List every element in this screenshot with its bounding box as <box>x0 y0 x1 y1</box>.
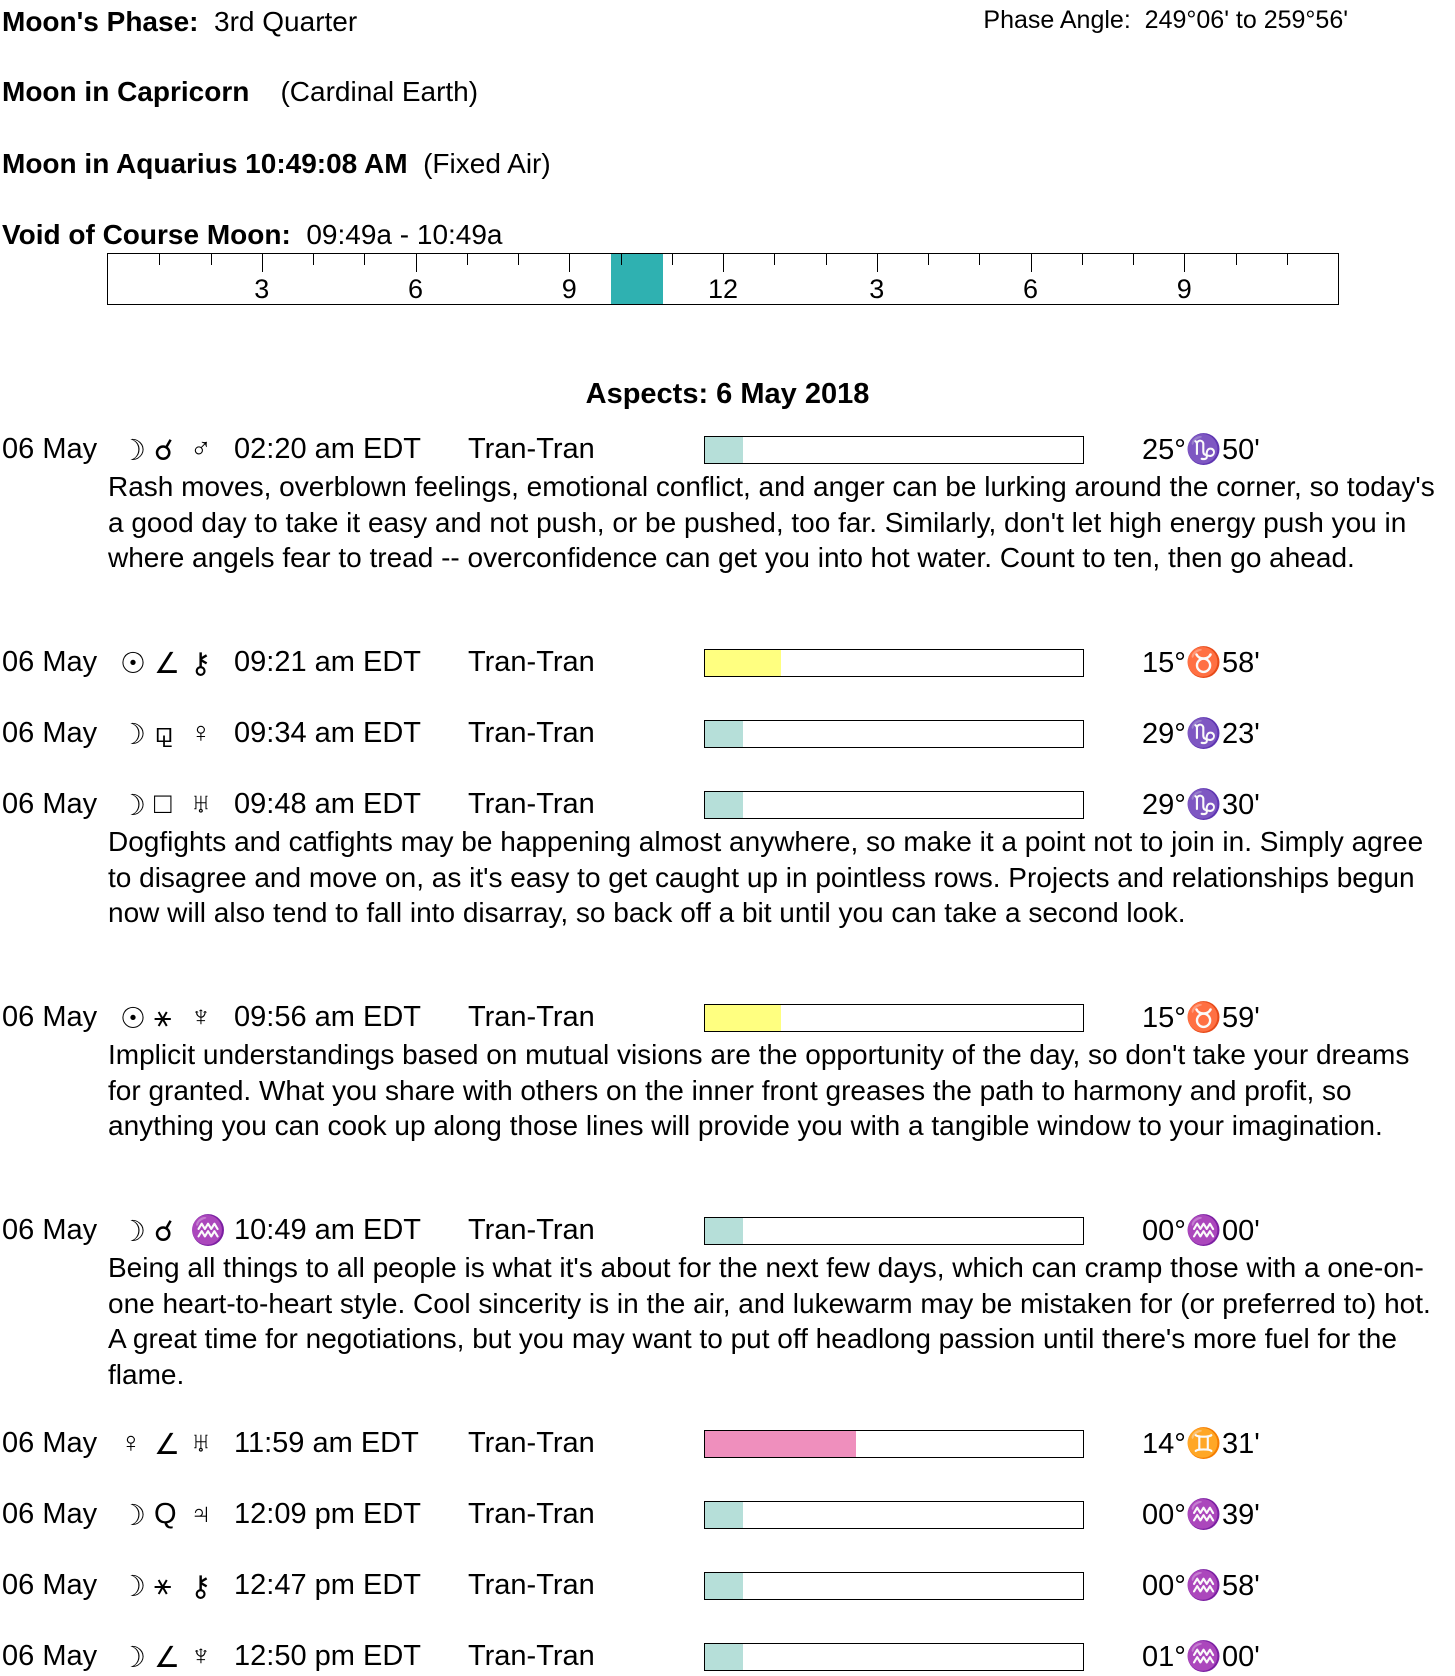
timeline-tick <box>1133 254 1134 265</box>
aspect-date: 06 May <box>2 1427 98 1459</box>
aspect-type: Tran-Tran <box>468 646 595 678</box>
planet-1-glyph: ☽ <box>120 435 146 467</box>
planet-1-glyph: ♀ <box>120 1427 142 1459</box>
aspect-strength-fill <box>705 1644 743 1670</box>
aspect-time: 12:09 pm EDT <box>234 1498 421 1530</box>
timeline-tick <box>877 254 878 272</box>
aspect-glyph: ∠ <box>154 1642 180 1674</box>
timeline-tick <box>1184 254 1185 272</box>
aspect-glyph: Q <box>154 1498 177 1530</box>
aspect-type: Tran-Tran <box>468 433 595 465</box>
aspect-strength-bar <box>704 1430 1084 1458</box>
timeline-tick <box>211 254 212 265</box>
aspect-glyph: ⚼ <box>154 717 175 749</box>
aspect-time: 09:56 am EDT <box>234 1001 421 1033</box>
aspect-strength-fill <box>705 1431 856 1457</box>
timeline-hour-label: 9 <box>1176 274 1192 304</box>
aspect-time: 09:48 am EDT <box>234 788 421 820</box>
timeline-tick <box>518 254 519 265</box>
aspect-type: Tran-Tran <box>468 1569 595 1601</box>
timeline-tick <box>826 254 827 265</box>
aspect-type: Tran-Tran <box>468 1001 595 1033</box>
timeline-tick <box>313 254 314 265</box>
aspect-position: 25°♑50' <box>1142 434 1260 466</box>
aspect-time: 09:34 am EDT <box>234 717 421 749</box>
voc-value: 09:49a - 10:49a <box>306 219 503 250</box>
timeline-tick <box>364 254 365 265</box>
aspect-strength-fill <box>705 650 781 676</box>
planet-2-glyph: ♒ <box>190 1215 227 1247</box>
aspect-description: Implicit understandings based on mutual visions are the opportunity of the day, so don't take your dreams for granted. What you share with others on the inner front greases the path to harmony and profit, so anything you can cook up along those lines will provide you with a tangible window to your imagination. <box>108 1039 1410 1141</box>
aspect-time: 10:49 am EDT <box>234 1214 421 1246</box>
planet-2-glyph: ⚷ <box>190 648 212 680</box>
aspect-position: 14°♊31' <box>1142 1428 1260 1460</box>
aspect-date: 06 May <box>2 788 98 820</box>
aspects-title: Aspects: 6 May 2018 <box>585 378 870 410</box>
moon-sign-2-line <box>2 148 551 180</box>
timeline-tick <box>1082 254 1083 265</box>
moon-sign-1-label: Moon in Capricorn <box>2 76 250 107</box>
moon-phase-label: Moon's Phase: <box>2 6 199 37</box>
moon-sign-1-element: (Cardinal Earth) <box>280 76 479 107</box>
planet-2-glyph: ♃ <box>190 1498 212 1530</box>
aspect-strength-bar <box>704 720 1084 748</box>
timeline-tick <box>1236 254 1237 265</box>
aspect-glyph: ⚹ <box>154 1001 172 1033</box>
aspect-date: 06 May <box>2 1569 98 1601</box>
aspect-date: 06 May <box>2 717 98 749</box>
moon-phase-line <box>2 6 357 38</box>
aspect-position: 15°♉59' <box>1142 1002 1260 1034</box>
aspect-strength-bar <box>704 1004 1084 1032</box>
planet-1-glyph: ☉ <box>120 1003 146 1035</box>
aspect-strength-fill <box>705 437 743 463</box>
aspect-position: 01°♒00' <box>1142 1641 1260 1673</box>
planet-1-glyph: ☽ <box>120 1216 146 1248</box>
aspect-glyph: ☌ <box>154 435 174 467</box>
timeline-tick <box>928 254 929 265</box>
aspect-description: Rash moves, overblown feelings, emotional conflict, and anger can be lurking around the corner, so today's a good day to take it easy and not push, or be pushed, too far. Similarly, don't let high energy push you in where angels fear to tread -- overconfidence can get you into hot water. Count to ten, then go ahead. <box>108 471 1435 573</box>
aspect-strength-fill <box>705 792 743 818</box>
aspect-type: Tran-Tran <box>468 717 595 749</box>
timeline-tick <box>621 254 622 265</box>
planet-2-glyph: ♅ <box>190 1427 212 1459</box>
aspect-strength-fill <box>705 1573 743 1599</box>
planet-2-glyph: ♆ <box>190 1640 212 1672</box>
aspect-strength-bar <box>704 1643 1084 1671</box>
timeline-tick <box>672 254 673 265</box>
aspect-time: 02:20 am EDT <box>234 433 421 465</box>
aspect-date: 06 May <box>2 646 98 678</box>
voc-block <box>611 254 662 304</box>
planet-1-glyph: ☽ <box>120 1571 146 1603</box>
timeline-tick <box>569 254 570 272</box>
moon-sign-1-line <box>2 76 478 108</box>
voc-label: Void of Course Moon: <box>2 219 291 250</box>
aspect-strength-fill <box>705 1502 743 1528</box>
aspect-time: 12:50 pm EDT <box>234 1640 421 1672</box>
timeline-hour-label: 6 <box>407 274 424 304</box>
moon-phase-value: 3rd Quarter <box>214 6 358 37</box>
aspect-position: 00°♒00' <box>1142 1215 1260 1247</box>
planet-1-glyph: ☽ <box>120 1500 146 1532</box>
aspect-position: 00°♒58' <box>1142 1570 1260 1602</box>
aspect-type: Tran-Tran <box>468 1427 595 1459</box>
aspect-position: 29°♑23' <box>1142 718 1260 750</box>
aspect-strength-fill <box>705 721 743 747</box>
timeline-hour-label: 3 <box>869 274 885 304</box>
aspect-type: Tran-Tran <box>468 1214 595 1246</box>
timeline-tick <box>416 254 417 272</box>
aspect-date: 06 May <box>2 1640 98 1672</box>
timeline-hour-label: 9 <box>561 274 577 304</box>
timeline-tick <box>1287 254 1288 265</box>
timeline-tick <box>723 254 724 272</box>
aspect-strength-bar <box>704 436 1084 464</box>
aspect-time: 09:21 am EDT <box>234 646 421 678</box>
planet-2-glyph: ⚷ <box>190 1571 212 1603</box>
aspect-type: Tran-Tran <box>468 1640 595 1672</box>
aspect-type: Tran-Tran <box>468 1498 595 1530</box>
timeline-tick <box>262 254 263 272</box>
aspect-position: 15°♉58' <box>1142 647 1260 679</box>
aspect-strength-bar <box>704 1501 1084 1529</box>
aspect-glyph: □ <box>154 788 172 820</box>
planet-2-glyph: ♂ <box>190 433 212 465</box>
planet-2-glyph: ♅ <box>190 788 212 820</box>
timeline-tick <box>467 254 468 265</box>
phase-angle-value: 249°06' to 259°56' <box>1144 6 1348 34</box>
aspect-time: 11:59 am EDT <box>234 1427 419 1459</box>
timeline-tick <box>1031 254 1032 272</box>
phase-angle <box>983 6 1348 35</box>
aspect-strength-fill <box>705 1218 743 1244</box>
aspect-position: 29°♑30' <box>1142 789 1260 821</box>
aspect-strength-fill <box>705 1005 781 1031</box>
aspect-time: 12:47 pm EDT <box>234 1569 421 1601</box>
voc-line <box>2 219 503 251</box>
aspect-description: Dogfights and catfights may be happening almost anywhere, so make it a point not to join in. Simply agree to disagree and move on, as it's easy to get caught up in pointless rows. Projects and relationships begun now will also tend to fall into disarray, so back off a bit until you can take a second look. <box>108 826 1424 928</box>
planet-1-glyph: ☽ <box>120 1642 146 1674</box>
aspect-glyph: ☌ <box>154 1216 174 1248</box>
planet-1-glyph: ☉ <box>120 648 146 680</box>
aspect-strength-bar <box>704 1572 1084 1600</box>
moon-sign-2-element: (Fixed Air) <box>423 148 551 179</box>
aspect-type: Tran-Tran <box>468 788 595 820</box>
aspect-date: 06 May <box>2 1001 98 1033</box>
timeline-hour-label: 6 <box>1022 274 1039 304</box>
timeline-tick <box>979 254 980 265</box>
aspect-glyph: ∠ <box>154 648 180 680</box>
aspect-date: 06 May <box>2 1498 98 1530</box>
planet-2-glyph: ♀ <box>190 717 212 749</box>
planet-1-glyph: ☽ <box>120 719 146 751</box>
moon-sign-2-label: Moon in Aquarius 10:49:08 AM <box>2 148 408 179</box>
aspect-date: 06 May <box>2 433 98 465</box>
void-of-course-timeline <box>107 253 1339 305</box>
planet-2-glyph: ♆ <box>190 1001 212 1033</box>
timeline-tick <box>159 254 160 265</box>
timeline-hour-label: 3 <box>254 274 270 304</box>
aspect-strength-bar <box>704 649 1084 677</box>
aspect-glyph: ⚹ <box>154 1569 172 1601</box>
timeline-tick <box>774 254 775 265</box>
phase-angle-label: Phase Angle: <box>983 6 1131 34</box>
aspect-glyph: ∠ <box>154 1429 180 1461</box>
timeline-hour-label: 12 <box>707 274 739 304</box>
aspect-description: Being all things to all people is what it's about for the next few days, which can cramp those with a one-on-one heart-to-heart style. Cool sincerity is in the air, and lukewarm may be mistaken for (or preferred to) hot. A great time for negotiations, but you may want to put off headlong passion until there's more fuel for the flame. <box>108 1252 1431 1390</box>
aspect-date: 06 May <box>2 1214 98 1246</box>
aspect-strength-bar <box>704 1217 1084 1245</box>
planet-1-glyph: ☽ <box>120 790 146 822</box>
aspect-strength-bar <box>704 791 1084 819</box>
aspect-position: 00°♒39' <box>1142 1499 1260 1531</box>
